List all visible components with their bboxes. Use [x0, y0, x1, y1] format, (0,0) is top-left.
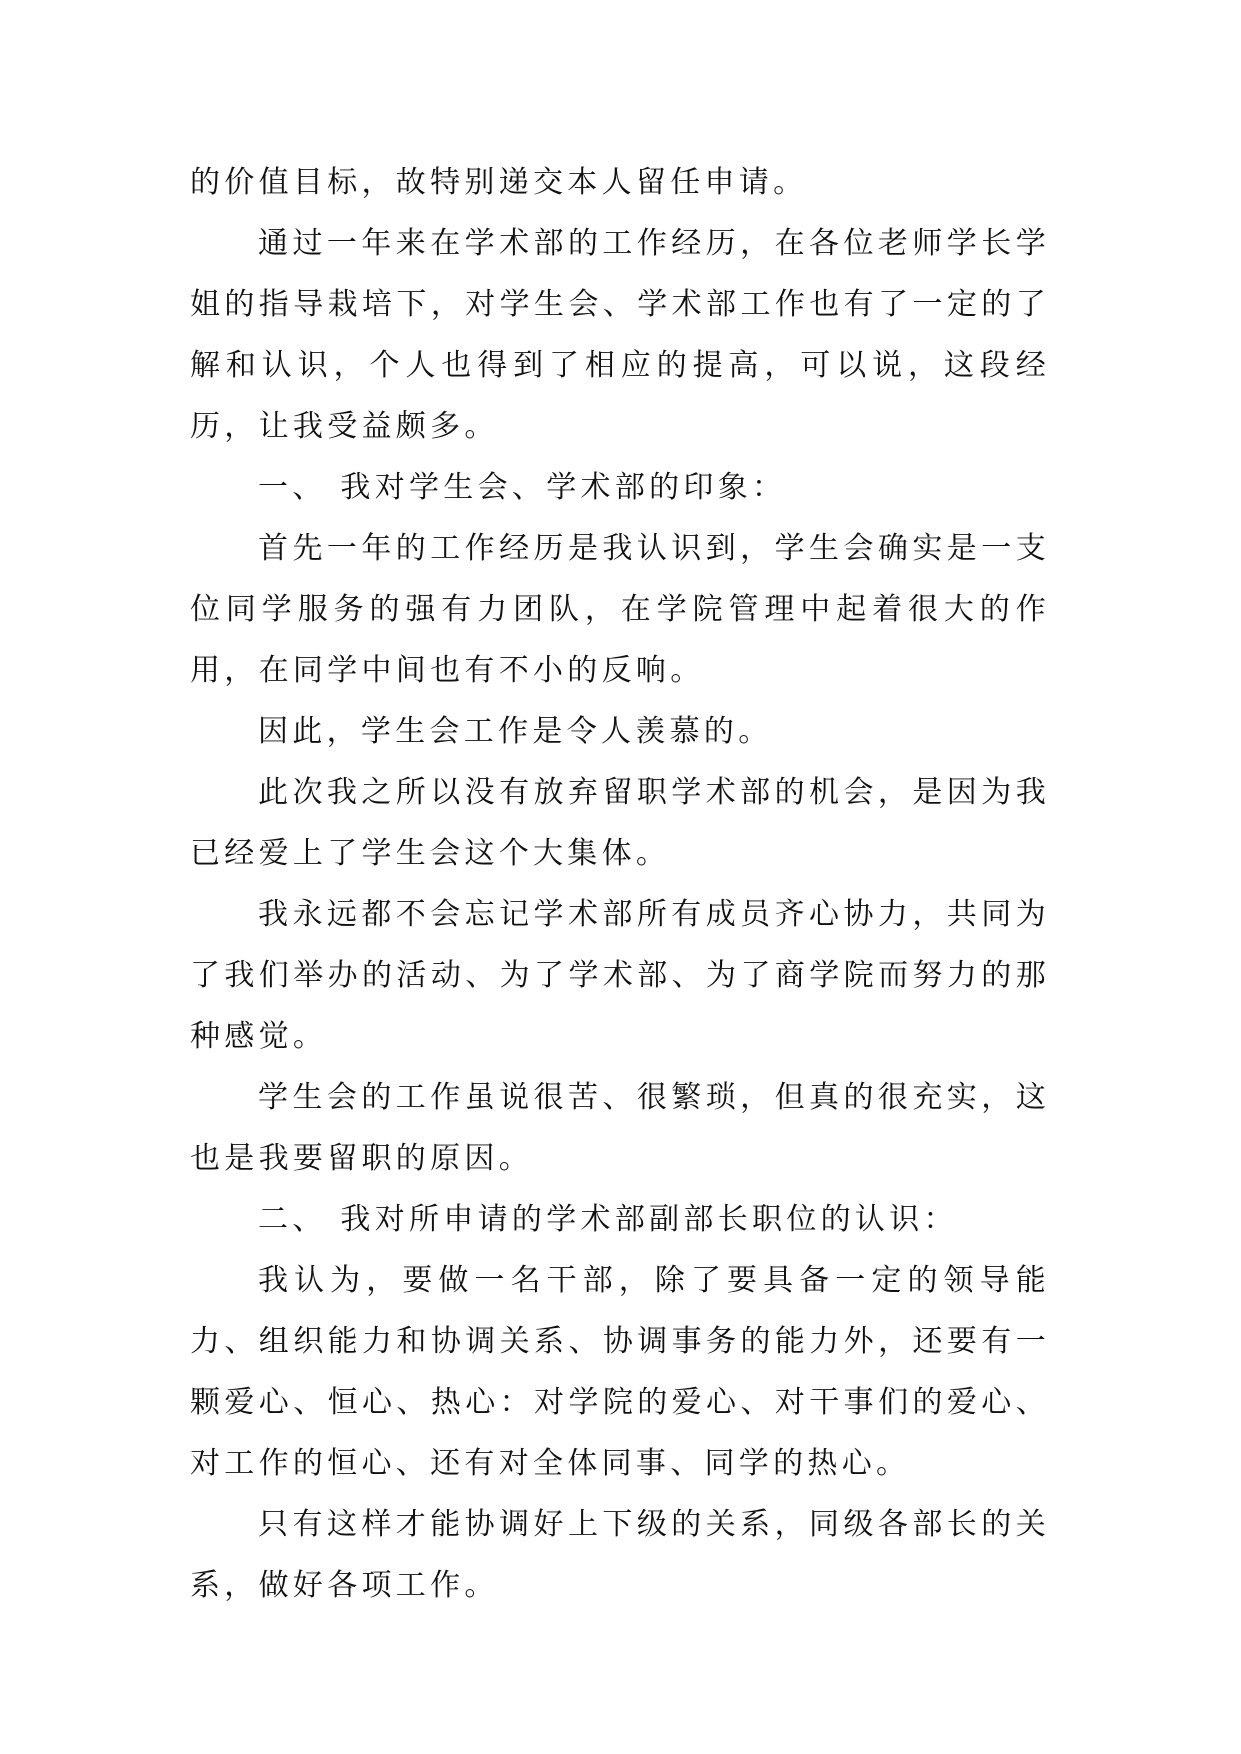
paragraph-work-experience: 通过一年来在学术部的工作经历，在各位老师学长学姐的指导栽培下，对学生会、学术部工作也有了一定的了解和认识，个人也得到了相应的提高，可以说，这段经历，让我受益颇多。	[190, 226, 1050, 444]
paragraph-reason-stay: 此次我之所以没有放弃留职学术部的机会，是因为我已经爱上了学生会这个大集体。	[190, 775, 1050, 871]
paragraph-continuation: 的价值目标，故特别递交本人留任申请。	[190, 165, 808, 200]
paragraph-cadre-qualities: 我认为，要做一名干部，除了要具备一定的领导能力、组织能力和协调关系、协调事务的能力外，还要有一颗爱心、恒心、热心：对学院的爱心、对干事们的爱心、对工作的恒心、还有对全体同事、同学的热心。	[190, 1263, 1050, 1481]
paragraph-coordination: 只有这样才能协调好上下级的关系，同级各部长的关系，做好各项工作。	[190, 1507, 1050, 1603]
paragraph-admirable: 因此，学生会工作是令人羡慕的。	[258, 714, 773, 749]
paragraph-hard-work: 学生会的工作虽说很苦、很繁琐，但真的很充实，这也是我要留职的原因。	[190, 1080, 1050, 1176]
document-body	[190, 152, 1050, 1616]
paragraph-never-forget: 我永远都不会忘记学术部所有成员齐心协力，共同为了我们举办的活动、为了学术部、为了商学院而努力的那种感觉。	[190, 897, 1050, 1054]
paragraph-first-year: 首先一年的工作经历是我认识到，学生会确实是一支位同学服务的强有力团队，在学院管理中起着很大的作用，在同学中间也有不小的反响。	[190, 531, 1050, 688]
section-heading-position: 二、 我对所申请的学术部副部长职位的认识：	[258, 1202, 958, 1237]
section-heading-impression: 一、 我对学生会、学术部的印象：	[258, 470, 787, 505]
